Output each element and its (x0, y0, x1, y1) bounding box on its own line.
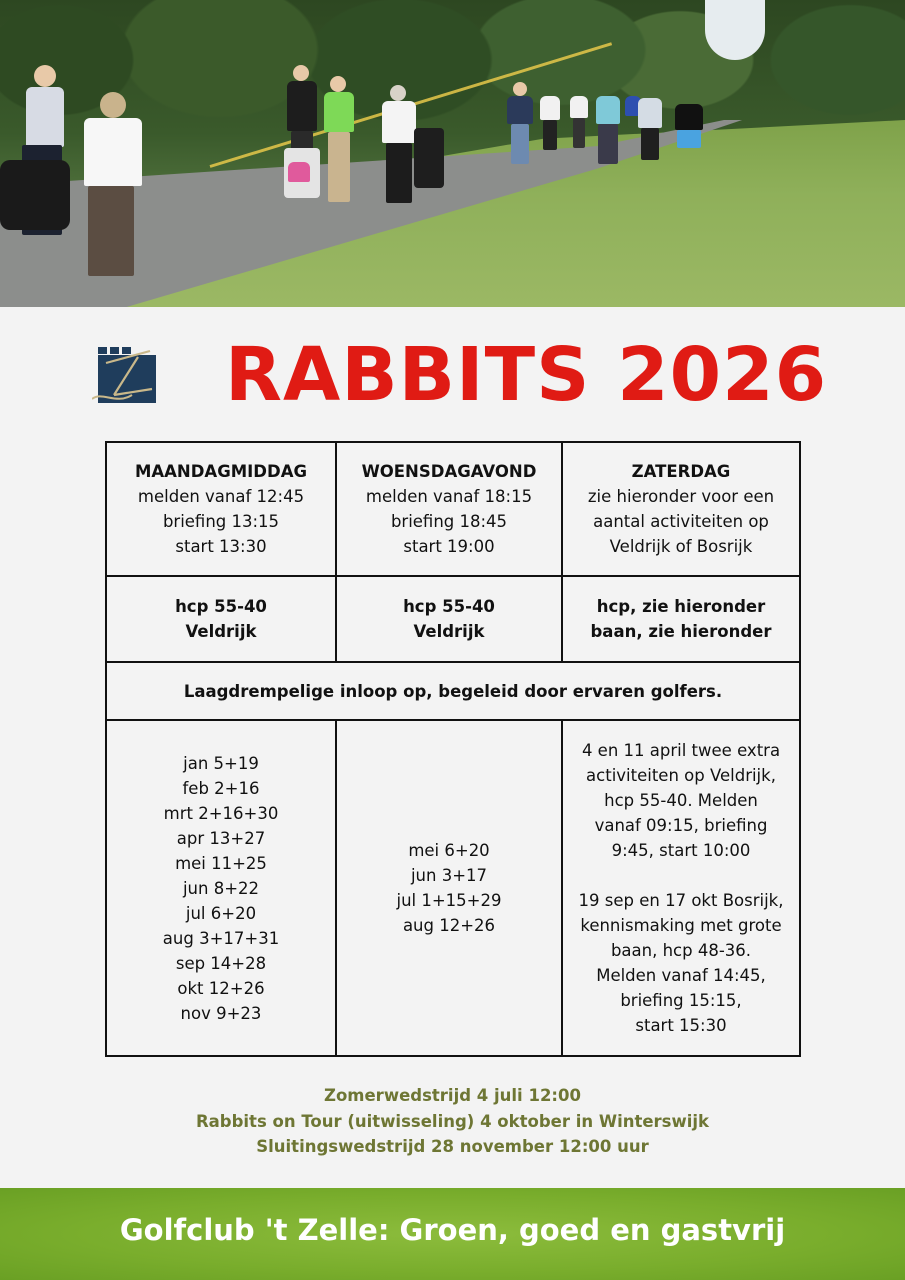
events-list (0, 1083, 905, 1160)
schedule-table (105, 441, 801, 1057)
table-row (106, 720, 800, 1056)
course-line: Veldrijk (185, 622, 257, 641)
course-line: baan, zie hieronder (590, 622, 772, 641)
spacer (571, 863, 791, 888)
date-line: jun 3+17 (410, 866, 488, 885)
time-line: melden vanaf 12:45 (137, 487, 305, 506)
table-row (106, 576, 800, 662)
page-title: RABBITS 2026 (225, 332, 828, 418)
description-cell: Laagdrempelige inloop op, begeleid door ervaren golfers. (106, 662, 800, 720)
activity-line: kennismaking met grote (580, 916, 782, 935)
activity-line: start 15:30 (635, 1016, 727, 1035)
date-line: jul 6+20 (185, 903, 257, 923)
time-line: briefing 18:45 (390, 512, 508, 531)
activity-line: activiteiten op Veldrijk, (586, 766, 776, 785)
date-line: aug 3+17+31 (162, 928, 280, 948)
day-heading: MAANDAGMIDDAG (134, 462, 308, 481)
event-item: Rabbits on Tour (uitwisseling) 4 oktober in Winterswijk (195, 1111, 710, 1131)
saturday-header-cell (562, 442, 800, 576)
date-line: aug 12+26 (402, 916, 496, 935)
activity-line: 19 sep en 17 okt Bosrijk, (578, 891, 784, 910)
activity-line: 9:45, start 10:00 (611, 841, 751, 860)
footer-slogan: Golfclub 't Zelle: Groen, goed en gastvrij (119, 1213, 786, 1247)
date-line: mei 11+25 (175, 853, 267, 873)
date-line: nov 9+23 (180, 1003, 262, 1023)
info-line: aantal activiteiten op (593, 512, 769, 531)
activity-line: briefing 15:15, (620, 991, 742, 1010)
time-line: start 13:30 (175, 537, 267, 556)
date-line: okt 12+26 (177, 978, 265, 998)
monday-hcp-cell (106, 576, 336, 662)
saturday-activities-cell (562, 720, 800, 1056)
date-line: jul 1+15+29 (396, 891, 502, 910)
day-heading: ZATERDAG (631, 462, 731, 481)
wednesday-hcp-cell (336, 576, 562, 662)
date-line: mei 6+20 (408, 841, 490, 860)
wednesday-header-cell (336, 442, 562, 576)
activity-line: Melden vanaf 14:45, (596, 966, 766, 985)
hcp-line: hcp 55-40 (403, 597, 495, 616)
date-line: apr 13+27 (176, 828, 266, 848)
event-item: Zomerwedstrijd 4 juli 12:00 (324, 1086, 581, 1105)
activity-line: hcp 55-40. Melden (604, 791, 758, 810)
info-line: zie hieronder voor een (587, 487, 775, 506)
course-line: Veldrijk (413, 622, 485, 641)
activity-line: vanaf 09:15, briefing (594, 816, 768, 835)
hero-photo (0, 0, 905, 307)
wednesday-dates-cell (336, 720, 562, 1056)
date-line: feb 2+16 (182, 778, 260, 798)
sky-patch (705, 0, 765, 60)
hcp-line: hcp 55-40 (175, 597, 267, 616)
monday-header-cell (106, 442, 336, 576)
table-row (106, 662, 800, 720)
table-row (106, 442, 800, 576)
activity-line: baan, hcp 48-36. (610, 941, 752, 960)
date-line: mrt 2+16+30 (163, 803, 279, 823)
date-line: jan 5+19 (183, 753, 259, 773)
saturday-hcp-cell (562, 576, 800, 662)
time-line: melden vanaf 18:15 (365, 487, 533, 506)
date-line: jun 8+22 (182, 878, 260, 898)
monday-dates-cell (106, 720, 336, 1056)
day-heading: WOENSDAGAVOND (361, 462, 537, 481)
golfclub-zelle-logo-icon (92, 345, 160, 405)
info-line: Veldrijk of Bosrijk (609, 537, 753, 556)
date-line: sep 14+28 (175, 953, 267, 973)
time-line: start 19:00 (403, 537, 495, 556)
hcp-line: hcp, zie hieronder (596, 597, 766, 616)
activity-line: 4 en 11 april twee extra (581, 741, 781, 760)
event-item: Sluitingswedstrijd 28 november 12:00 uur (256, 1137, 649, 1156)
time-line: briefing 13:15 (162, 512, 280, 531)
